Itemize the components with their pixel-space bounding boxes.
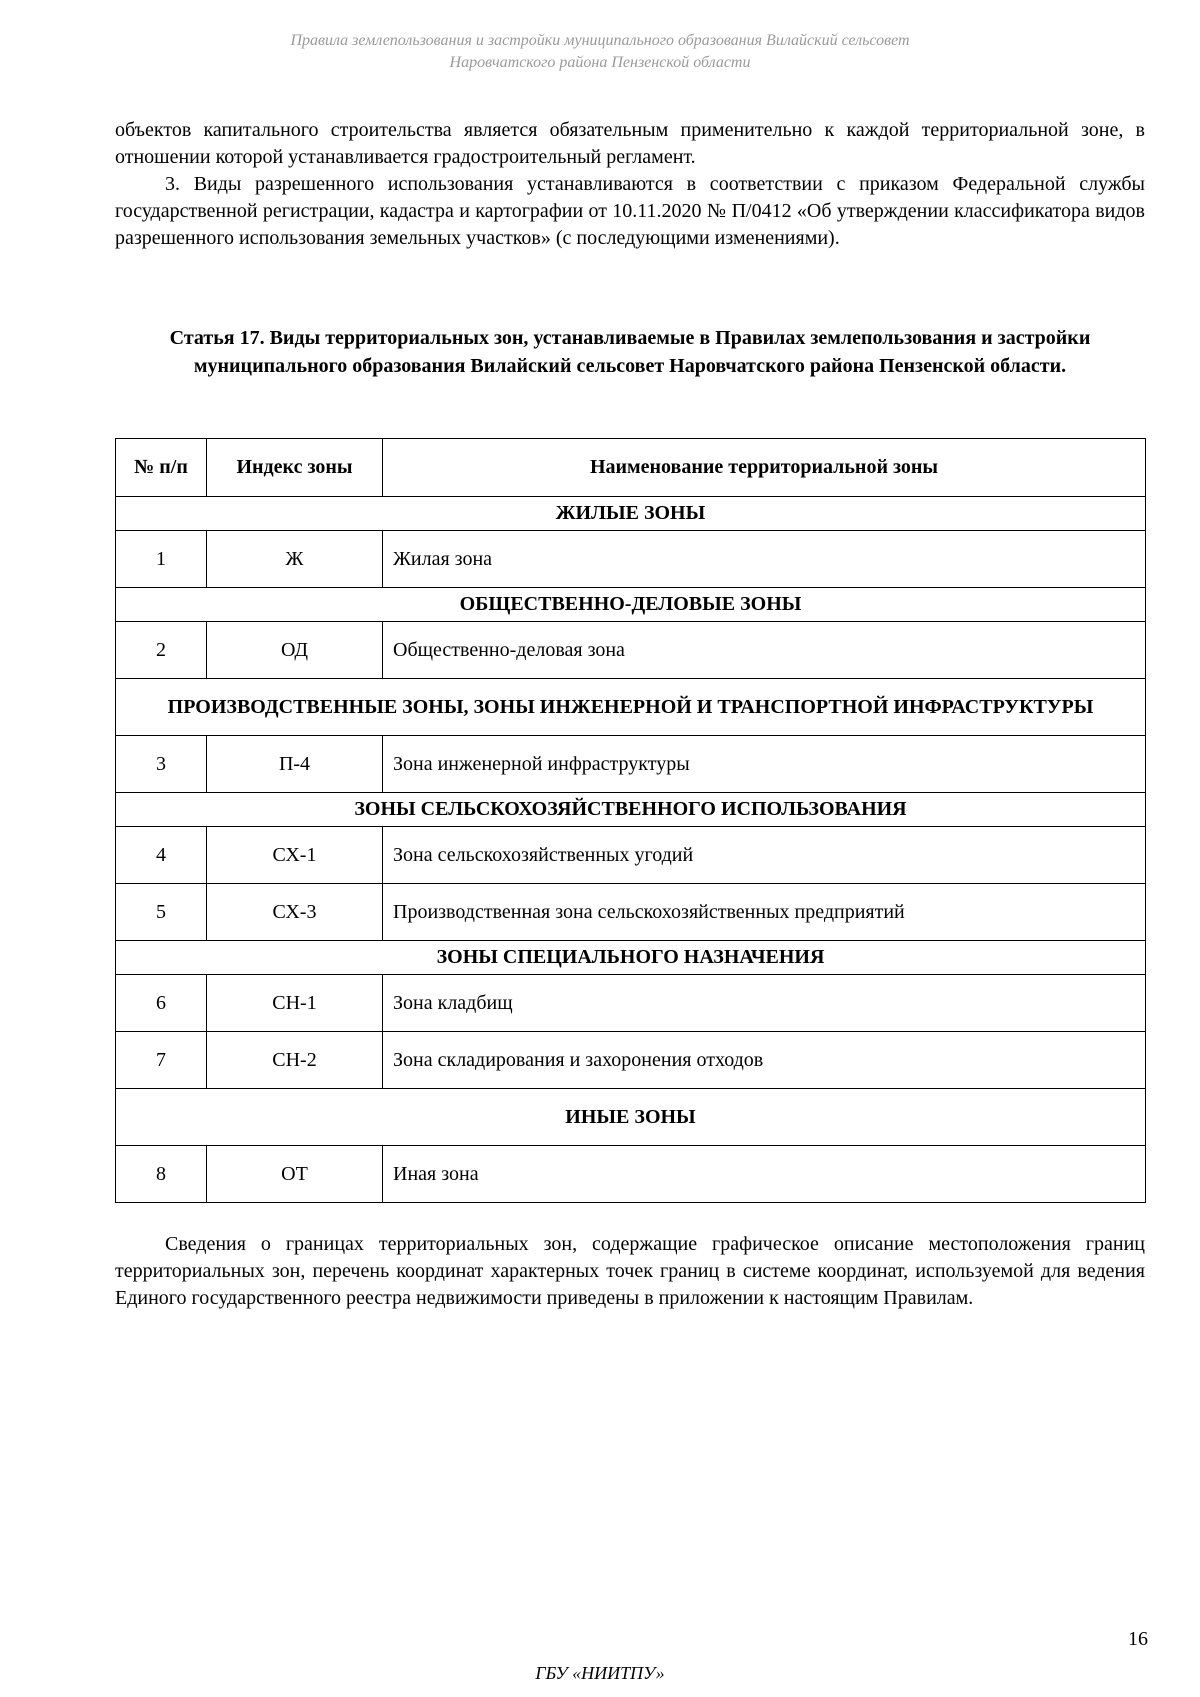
row-name: Производственная зона сельскохозяйственных предприятий bbox=[383, 884, 1146, 941]
row-num: 1 bbox=[116, 531, 207, 588]
row-index: ОТ bbox=[207, 1146, 383, 1203]
table-row bbox=[116, 884, 1146, 941]
group-row bbox=[116, 793, 1146, 827]
row-name: Общественно-деловая зона bbox=[383, 622, 1146, 679]
group-row bbox=[116, 588, 1146, 622]
row-index: П-4 bbox=[207, 736, 383, 793]
page-number: 16 bbox=[1128, 1628, 1148, 1650]
page-footer: ГБУ «НИИТПУ» bbox=[535, 1663, 665, 1683]
group-title: ЖИЛЫЕ ЗОНЫ bbox=[116, 497, 1146, 531]
group-title: ПРОИЗВОДСТВЕННЫЕ ЗОНЫ, ЗОНЫ ИНЖЕНЕРНОЙ И ТРАНСПОРТНОЙ ИНФРАСТРУКТУРЫ bbox=[116, 679, 1146, 736]
outro-paragraph-1: Сведения о границах территориальных зон, содержащие графическое описание местоположения границ территориальных зон, перечень координат характерных точек границ в системе координат, используемой для ведения Единого государственного реестра недвижимости приведены в приложении к настоящим Правилам. bbox=[115, 1233, 1145, 1309]
group-title: ОБЩЕСТВЕННО-ДЕЛОВЫЕ ЗОНЫ bbox=[116, 588, 1146, 622]
row-num: 5 bbox=[116, 884, 207, 941]
row-index: ОД bbox=[207, 622, 383, 679]
table-row bbox=[116, 531, 1146, 588]
row-name: Зона складирования и захоронения отходов bbox=[383, 1032, 1146, 1089]
table-row bbox=[116, 975, 1146, 1032]
header-index: Индекс зоны bbox=[207, 439, 383, 497]
row-index: СХ-1 bbox=[207, 827, 383, 884]
article-title: Статья 17. Виды территориальных зон, устанавливаемые в Правилах землепользования и застройки муниципального образования Вилайский сельсовет Наровчатского района Пензенской области. bbox=[169, 327, 1091, 377]
row-index: СН-2 bbox=[207, 1032, 383, 1089]
row-name: Жилая зона bbox=[383, 531, 1146, 588]
row-index: СН-1 bbox=[207, 975, 383, 1032]
row-num: 7 bbox=[116, 1032, 207, 1089]
table-row bbox=[116, 1146, 1146, 1203]
table-header-row bbox=[116, 439, 1146, 497]
row-num: 8 bbox=[116, 1146, 207, 1203]
row-name: Иная зона bbox=[383, 1146, 1146, 1203]
table-row bbox=[116, 622, 1146, 679]
intro-paragraph-1: объектов капитального строительства является обязательным применительно к каждой территориальной зоне, в отношении которой устанавливается градостроительный регламент. bbox=[115, 119, 1145, 168]
header-num: № п/п bbox=[116, 439, 207, 497]
running-header-line-2: Наровчатского района Пензенской области bbox=[449, 54, 751, 71]
group-row bbox=[116, 679, 1146, 736]
row-num: 3 bbox=[116, 736, 207, 793]
row-index: Ж bbox=[207, 531, 383, 588]
outro-text bbox=[115, 1231, 1145, 1312]
row-num: 2 bbox=[116, 622, 207, 679]
group-row bbox=[116, 1089, 1146, 1146]
group-title: ИНЫЕ ЗОНЫ bbox=[116, 1089, 1146, 1146]
running-header-line-1: Правила землепользования и застройки муниципального образования Вилайский сельсовет bbox=[290, 32, 910, 49]
row-name: Зона кладбищ bbox=[383, 975, 1146, 1032]
group-title: ЗОНЫ СПЕЦИАЛЬНОГО НАЗНАЧЕНИЯ bbox=[116, 941, 1146, 975]
row-index: СХ-3 bbox=[207, 884, 383, 941]
table-row bbox=[116, 1032, 1146, 1089]
table-row bbox=[116, 736, 1146, 793]
group-row bbox=[116, 497, 1146, 531]
table-row bbox=[116, 827, 1146, 884]
group-title: ЗОНЫ СЕЛЬСКОХОЗЯЙСТВЕННОГО ИСПОЛЬЗОВАНИЯ bbox=[116, 793, 1146, 827]
group-row bbox=[116, 941, 1146, 975]
intro-text bbox=[115, 117, 1145, 252]
row-name: Зона сельскохозяйственных угодий bbox=[383, 827, 1146, 884]
row-num: 6 bbox=[116, 975, 207, 1032]
row-name: Зона инженерной инфраструктуры bbox=[383, 736, 1146, 793]
zones-table bbox=[115, 438, 1146, 1203]
row-num: 4 bbox=[116, 827, 207, 884]
intro-paragraph-2: 3. Виды разрешенного использования устанавливаются в соответствии с приказом Федеральной службы государственной регистрации, кадастра и картографии от 10.11.2020 № П/0412 «Об утверждении классификатора видов разрешенного использования земельных участков» (с последующими изменениями). bbox=[115, 173, 1145, 249]
running-header bbox=[0, 30, 1200, 74]
header-name: Наименование территориальной зоны bbox=[383, 439, 1146, 497]
